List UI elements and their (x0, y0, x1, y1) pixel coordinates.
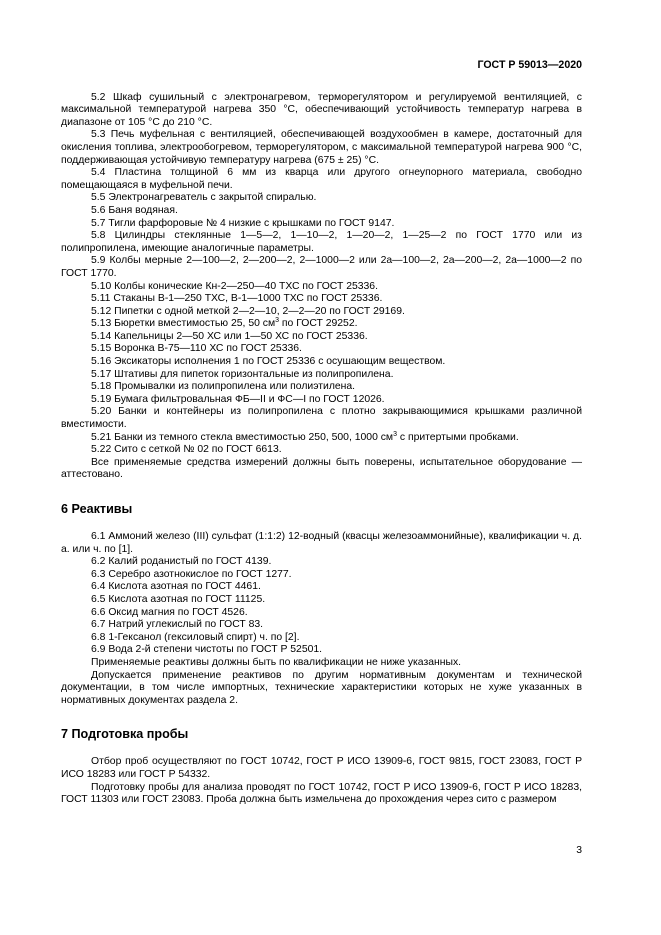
clause-5-17: 5.17 Штативы для пипеток горизонтальные из полипропилена. (91, 368, 394, 380)
clause-5-3: 5.3 Печь муфельная с вентиляцией, обеспечивающей воздухообмен в камере, достаточный для окисления топлива, электрообогревом, терморегулятором, с максимальной температурой нагрева 900 °C, поддерживающая устойчивую температуру нагрева (675 ± 25) °C. (61, 129, 582, 166)
clause-5-13-superscript: 3 (275, 317, 280, 325)
clause-6-8: 6.8 1-Гексанол (гексиловый спирт) ч. по [2]. (91, 631, 300, 643)
clause-5-21-text: 5.21 Банки из темного стекла вместимостью 250, 500, 1000 см (91, 431, 394, 443)
clause-6-7: 6.7 Натрий углекислый по ГОСТ 83. (91, 619, 264, 631)
section-6-heading: 6 Реактивы (61, 502, 133, 516)
clause-6-6: 6.6 Оксид магния по ГОСТ 4526. (91, 606, 248, 618)
section-6-reagents (61, 531, 582, 707)
clause-6-3: 6.3 Серебро азотнокислое по ГОСТ 1277. (91, 568, 292, 580)
clause-5-13-text: 5.13 Бюретки вместимостью 25, 50 см (91, 318, 276, 330)
clause-5-19: 5.19 Бумага фильтровальная ФБ—II и ФС—I по ГОСТ 12026. (91, 393, 385, 405)
clause-5-14: 5.14 Капельницы 2—50 ХС или 1—50 ХС по ГОСТ 25336. (91, 330, 368, 342)
clause-5-15: 5.15 Воронка В-75—110 ХС по ГОСТ 25336. (91, 343, 302, 355)
clause-5-2: 5.2 Шкаф сушильный с электронагревом, терморегулятором и регулируемой вентиляцией, с максимальной температурой нагрева 350 °C, обеспечивающий устойчивость температур нагрева в диапазоне от 105 °C до 210 °C. (61, 91, 582, 128)
clause-5-13-tail: по ГОСТ 29252. (279, 318, 358, 330)
clause-5-7: 5.7 Тигли фарфоровые № 4 низкие с крышками по ГОСТ 9147. (91, 217, 395, 229)
clause-5-6: 5.6 Баня водяная. (91, 204, 178, 216)
clause-5-12: 5.12 Пипетки с одной меткой 2—2—10, 2—2—20 по ГОСТ 29169. (91, 305, 405, 317)
clause-5-21 (61, 432, 582, 445)
document-code-header: ГОСТ Р 59013—2020 (477, 59, 582, 71)
clause-5-20: 5.20 Банки и контейнеры из полипропилена с плотно закрывающимися крышками различной вместимости. (61, 406, 582, 431)
section-7-sample-preparation (61, 756, 582, 806)
clause-5-8: 5.8 Цилиндры стеклянные 1—5—2, 1—10—2, 1—20—2, 1—25—2 по ГОСТ 1770 или из полипропилена, имеющие аналогичные параметры. (61, 230, 582, 254)
clause-5-11: 5.11 Стаканы В-1—250 ТХС, В-1—1000 ТХС по ГОСТ 25336. (91, 293, 383, 305)
clause-5-9: 5.9 Колбы мерные 2—100—2, 2—200—2, 2—1000—2 или 2а—100—2, 2а—200—2, 2а—1000—2 по ГОСТ 1770. (61, 255, 582, 279)
sampling-paragraph: Отбор проб осуществляют по ГОСТ 10742, ГОСТ Р ИСО 13909-6, ГОСТ 9815, ГОСТ 23083, ГОСТ Р ИСО 18283 или ГОСТ Р 54332. (61, 756, 582, 780)
equipment-note: Все применяемые средства измерений должны быть поверены, испытательное оборудование — аттестовано. (61, 456, 582, 481)
clause-5-16: 5.16 Эксикаторы исполнения 1 по ГОСТ 25336 с осушающим веществом. (91, 356, 446, 368)
clause-5-10: 5.10 Колбы конические Кн-2—250—40 ТХС по ГОСТ 25336. (91, 280, 378, 292)
clause-5-18: 5.18 Промывалки из полипропилена или полиэтилена. (91, 381, 356, 393)
section-5-equipment (61, 92, 582, 482)
reagents-note-alternatives: Допускается применение реактивов по другим нормативным документам и технической документации, в том числе импортных, технические характеристики которых не хуже указанных в нормативных документах раздела 2. (61, 669, 582, 706)
clause-5-21-tail: с притертыми пробками. (396, 431, 519, 443)
preparation-paragraph: Подготовку пробы для анализа проводят по ГОСТ 10742, ГОСТ Р ИСО 13909-6, ГОСТ Р ИСО 18283, ГОСТ 11303 или ГОСТ 23083. Проба должна быть измельчена до прохождения через сито с размером (61, 781, 582, 806)
clause-5-13 (61, 318, 582, 331)
clause-6-1: 6.1 Аммоний железо (III) сульфат (1:1:2) 12-водный (квасцы железоаммонийные), квалификации ч. д. а. или ч. по [1]. (61, 531, 582, 555)
clause-6-9: 6.9 Вода 2-й степени чистоты по ГОСТ Р 52501. (91, 644, 323, 656)
clause-6-5: 6.5 Кислота азотная по ГОСТ 11125. (91, 593, 266, 605)
section-7-heading: 7 Подготовка пробы (61, 727, 189, 742)
clause-5-22: 5.22 Сито с сеткой № 02 по ГОСТ 6613. (91, 444, 282, 456)
clause-6-2: 6.2 Калий роданистый по ГОСТ 4139. (91, 556, 272, 568)
clause-5-4: 5.4 Пластина толщиной 6 мм из кварца или другого огнеупорного материала, свободно помещающаяся в муфельной печи. (61, 167, 582, 191)
clause-5-21-superscript: 3 (393, 430, 397, 438)
clause-6-4: 6.4 Кислота азотная по ГОСТ 4461. (91, 581, 261, 593)
reagents-note-qualification: Применяемые реактивы должны быть по квалификации не ниже указанных. (91, 656, 462, 668)
clause-5-5: 5.5 Электронагреватель с закрытой спиралью. (91, 192, 317, 204)
page-number: 3 (576, 845, 582, 856)
